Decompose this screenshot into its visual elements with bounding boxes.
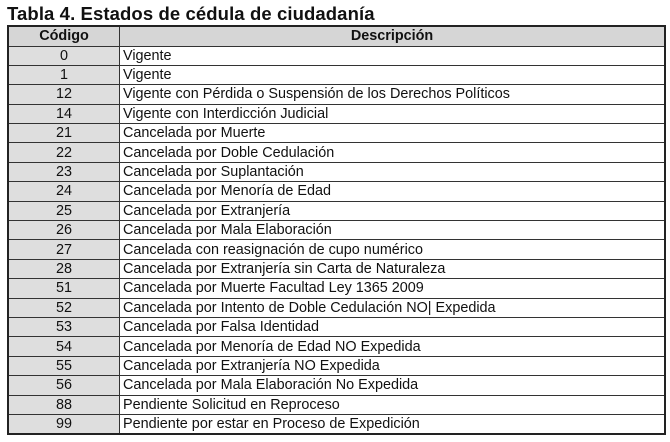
code-cell: 21 — [8, 124, 120, 143]
table-row — [8, 85, 665, 104]
table-row — [8, 317, 665, 336]
code-cell: 28 — [8, 259, 120, 278]
table-row — [8, 104, 665, 123]
description-cell: Vigente con Interdicción Judicial — [120, 104, 666, 123]
table-row — [8, 46, 665, 65]
description-cell: Cancelada por Menoría de Edad — [120, 182, 666, 201]
code-cell: 22 — [8, 143, 120, 162]
code-cell: 1 — [8, 65, 120, 84]
description-cell: Cancelada por Intento de Doble Cedulación NO| Expedida — [120, 298, 666, 317]
description-cell: Cancelada por Extranjería sin Carta de Naturaleza — [120, 259, 666, 278]
code-cell: 54 — [8, 337, 120, 356]
description-cell: Cancelada por Mala Elaboración No Expedida — [120, 376, 666, 395]
code-cell: 25 — [8, 201, 120, 220]
header-code: Código — [8, 26, 120, 46]
code-cell: 88 — [8, 395, 120, 414]
description-cell: Cancelada por Muerte Facultad Ley 1365 2009 — [120, 279, 666, 298]
code-cell: 14 — [8, 104, 120, 123]
table-row — [8, 356, 665, 375]
code-cell: 56 — [8, 376, 120, 395]
code-cell: 0 — [8, 46, 120, 65]
code-cell: 12 — [8, 85, 120, 104]
description-cell: Vigente — [120, 65, 666, 84]
description-cell: Vigente — [120, 46, 666, 65]
code-cell: 55 — [8, 356, 120, 375]
table-header-row — [8, 26, 665, 46]
description-cell: Cancelada por Suplantación — [120, 162, 666, 181]
description-cell: Pendiente Solicitud en Reproceso — [120, 395, 666, 414]
code-cell: 51 — [8, 279, 120, 298]
description-cell: Cancelada por Doble Cedulación — [120, 143, 666, 162]
table-row — [8, 279, 665, 298]
status-table — [7, 25, 666, 435]
table-row — [8, 201, 665, 220]
table-row — [8, 221, 665, 240]
code-cell: 27 — [8, 240, 120, 259]
table-title: Tabla 4. Estados de cédula de ciudadanía — [7, 3, 375, 24]
description-cell: Cancelada por Menoría de Edad NO Expedida — [120, 337, 666, 356]
description-cell: Cancelada por Falsa Identidad — [120, 317, 666, 336]
description-cell: Pendiente por estar en Proceso de Expedición — [120, 414, 666, 434]
table-row — [8, 124, 665, 143]
description-cell: Cancelada por Extranjería — [120, 201, 666, 220]
code-cell: 53 — [8, 317, 120, 336]
table-row — [8, 162, 665, 181]
description-cell: Cancelada por Mala Elaboración — [120, 221, 666, 240]
table-row — [8, 182, 665, 201]
table-row — [8, 414, 665, 434]
code-cell: 23 — [8, 162, 120, 181]
table-row — [8, 337, 665, 356]
description-cell: Cancelada con reasignación de cupo numérico — [120, 240, 666, 259]
description-cell: Cancelada por Extranjería NO Expedida — [120, 356, 666, 375]
code-cell: 99 — [8, 414, 120, 434]
table-row — [8, 143, 665, 162]
table-row — [8, 240, 665, 259]
table-row — [8, 259, 665, 278]
code-cell: 24 — [8, 182, 120, 201]
code-cell: 52 — [8, 298, 120, 317]
header-description: Descripción — [120, 26, 666, 46]
table-row — [8, 395, 665, 414]
table-row — [8, 298, 665, 317]
table-row — [8, 65, 665, 84]
description-cell: Vigente con Pérdida o Suspensión de los Derechos Políticos — [120, 85, 666, 104]
table-row — [8, 376, 665, 395]
code-cell: 26 — [8, 221, 120, 240]
description-cell: Cancelada por Muerte — [120, 124, 666, 143]
